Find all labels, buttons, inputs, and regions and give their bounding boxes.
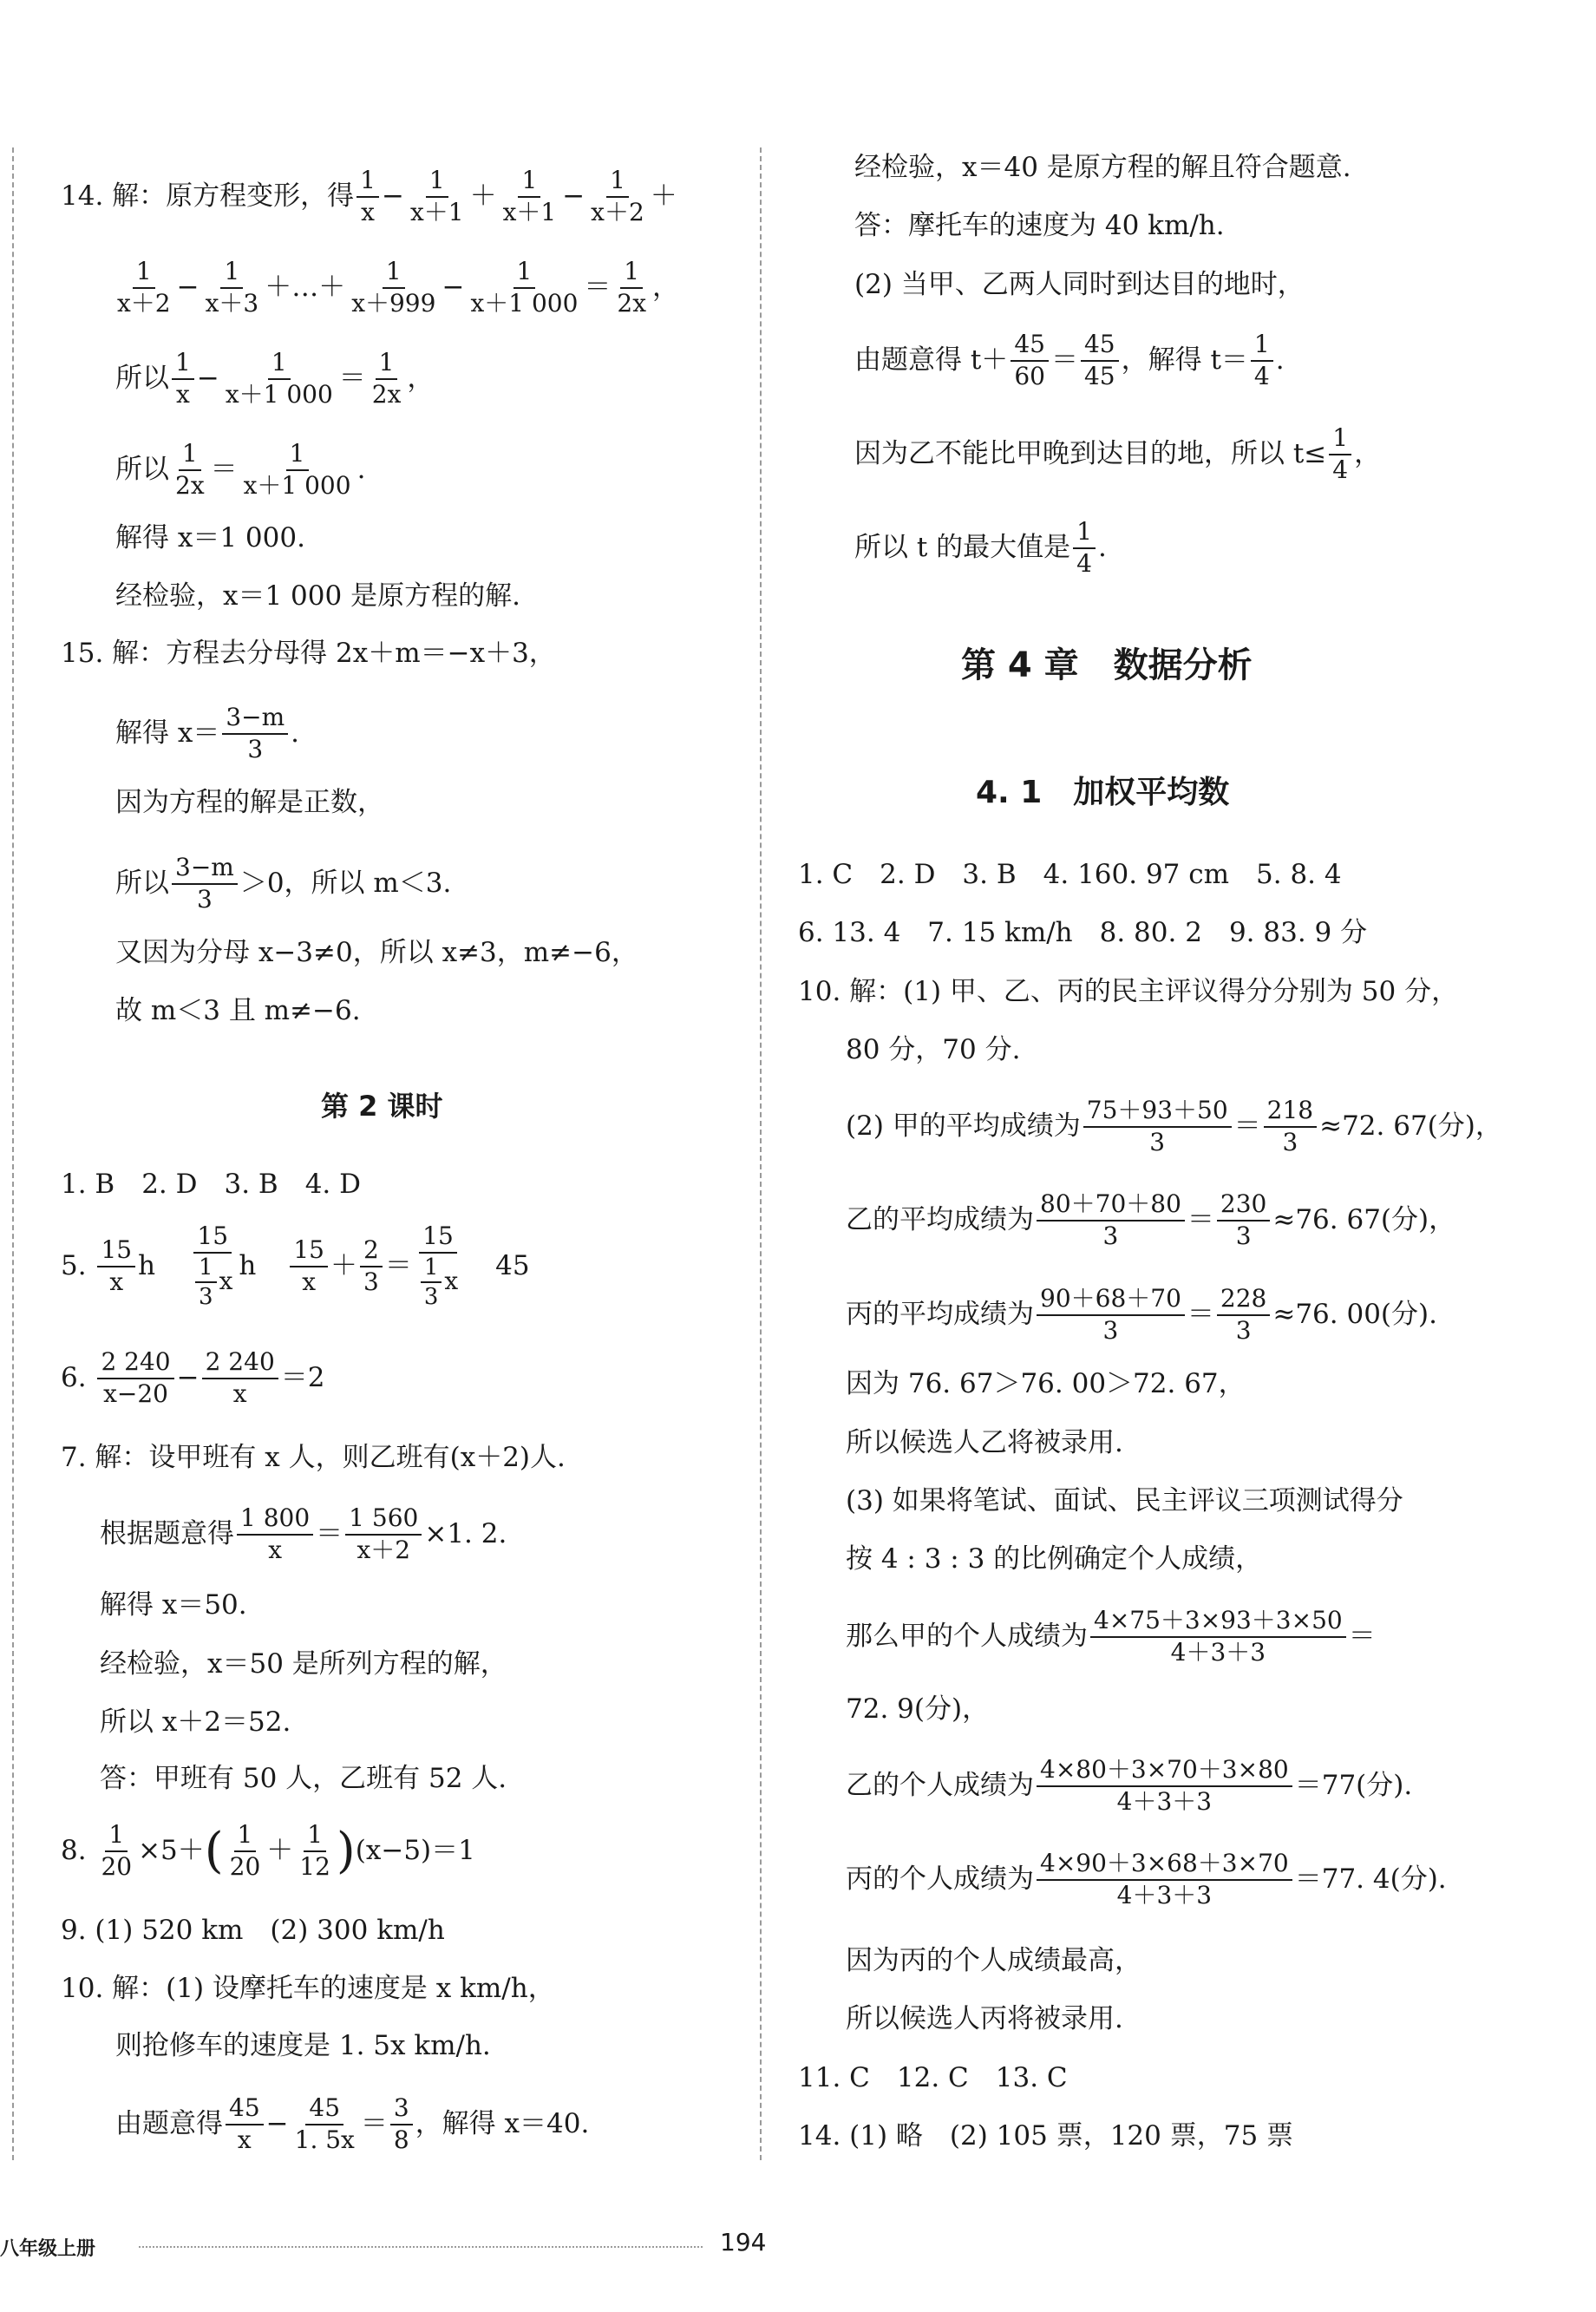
- footer-dotted-rule: [139, 2246, 703, 2248]
- fraction: $\frac{1}{20}$: [229, 1820, 261, 1881]
- q10-line-2: 则抢修车的速度是 1. 5x km/h.: [115, 2030, 491, 2061]
- r-line-4: 由题意得 t＋ $\frac{45}{60}$ ＝ $\frac{45}{45}$ ，解得 t＝ $\frac{1}{4}$ .: [854, 330, 1285, 390]
- fraction: $\frac{90+68+70}{3}$: [1037, 1286, 1185, 1345]
- fraction: $\frac{15}{x}$: [97, 1237, 135, 1296]
- r-q10-line-6: 因为 76. 67＞76. 00＞72. 67，: [846, 1368, 1246, 1399]
- answer-row-11-13: 11. C 12. C 13. C: [798, 2062, 1068, 2093]
- fraction: $\frac{1}{x+1 000}$: [225, 348, 333, 409]
- fraction: 15 $\frac{1}{3}$ x: [189, 1223, 236, 1310]
- q15-line-1: 15. 解：方程去分母得 2x＋m＝−x＋3，: [61, 638, 556, 669]
- r-q10-line-1: 10. 解：(1) 甲、乙、丙的民主评议得分分别为 50 分，: [798, 976, 1459, 1007]
- fraction: $\frac{1}{x+1 000}$: [470, 257, 579, 318]
- fraction: $\frac{1}{2x}$: [371, 348, 402, 409]
- r-q10-line-13: 丙的个人成绩为 $\frac{4\times 90+3\times 68+3\times 70}{4+3+3}$ ＝77. 4(分).: [846, 1849, 1447, 1909]
- r-q10-line-15: 所以候选人丙将被录用.: [846, 2003, 1123, 2034]
- fraction: $\frac{1}{x+1}$: [409, 166, 464, 226]
- q7-line-6: 答：甲班有 50 人，乙班有 52 人.: [100, 1763, 507, 1794]
- fraction: $\frac{45}{60}$: [1011, 331, 1049, 390]
- r-q10-line-7: 所以候选人乙将被录用.: [846, 1427, 1123, 1458]
- answer-row-1-4: 1. B 2. D 3. B 4. D: [61, 1169, 361, 1200]
- q14-line-1: 14. 解：原方程变形，得 $\frac{1}{x}$ − $\frac{1}{x+1}$ ＋ $\frac{1}{x+1}$ − $\frac{1}{x+2}$ ＋: [61, 166, 677, 226]
- fraction: $\frac{1}{x+1 000}$: [243, 439, 351, 500]
- fraction: $\frac{1}{x+2}$: [117, 257, 171, 318]
- fraction: $\frac{1}{4}$: [1251, 331, 1273, 390]
- fraction: $\frac{1}{4}$: [1073, 519, 1096, 578]
- q14-line-2: $\frac{1}{x+2}$ − $\frac{1}{x+3}$ ＋…＋ $\frac{1}{x+999}$ − $\frac{1}{x+1 000}$ ＝ $\frac{1}{2x}$ ，: [111, 259, 679, 318]
- answer-row-14: 14. (1) 略 (2) 105 票，120 票，75 票: [798, 2120, 1294, 2152]
- fraction: $\frac{1}{x}$: [356, 167, 379, 226]
- fraction: $\frac{45}{x}$: [226, 2095, 264, 2154]
- fraction: $\frac{1}{x+3}$: [205, 257, 259, 318]
- q15-line-2: 解得 x＝ $\frac{3-m}{3}$ .: [115, 703, 300, 763]
- q7-line-2: 根据题意得 $\frac{1 800}{x}$ ＝ $\frac{1 560}{x+2}$ ×1. 2.: [100, 1503, 507, 1564]
- fraction: $\frac{230}{3}$: [1217, 1191, 1270, 1250]
- r-line-2: 答：摩托车的速度为 40 km/h.: [854, 210, 1225, 241]
- fraction: $\frac{15}{x}$: [290, 1237, 328, 1296]
- fraction: $\frac{228}{3}$: [1217, 1286, 1270, 1345]
- q14-line-4: 所以 $\frac{1}{2x}$ ＝ $\frac{1}{x+1 000}$ .: [115, 439, 366, 500]
- r-q10-line-8: (3) 如果将笔试、面试、民主评议三项测试得分: [846, 1485, 1403, 1516]
- q10-line-3: 由题意得 $\frac{45}{x}$ − $\frac{45}{1. 5x}$ ＝ $\frac{3}{8}$ ，解得 x＝40.: [115, 2093, 590, 2154]
- fraction: $\frac{80+70+80}{3}$: [1037, 1191, 1185, 1250]
- page-number: 194: [720, 2228, 767, 2256]
- q10-line-1: 10. 解：(1) 设摩托车的速度是 x km/h，: [61, 1973, 555, 2004]
- r-q10-line-2: 80 分，70 分.: [846, 1034, 1021, 1065]
- q7-line-1: 7. 解：设甲班有 x 人，则乙班有(x＋2)人.: [61, 1442, 566, 1473]
- fraction: $\frac{2}{3}$: [360, 1237, 383, 1296]
- fraction: $\frac{1}{4}$: [1329, 425, 1351, 484]
- r-q10-line-10: 那么甲的个人成绩为 $\frac{4\times 75+3\times 93+3\times 50}{4+3+3}$ ＝: [846, 1606, 1376, 1667]
- q14-line-5: 解得 x＝1 000.: [115, 522, 305, 553]
- fraction: $\frac{1}{12}$: [299, 1820, 330, 1881]
- r-q10-line-9: 按 4 : 3 : 3 的比例确定个人成绩，: [846, 1543, 1263, 1575]
- binding-dashed-line: [12, 147, 14, 2160]
- q7-line-5: 所以 x＋2＝52.: [100, 1706, 291, 1738]
- fraction: $\frac{1}{20}$: [101, 1820, 133, 1881]
- r-q10-line-3: (2) 甲的平均成绩为 $\frac{75+93+50}{3}$ ＝ $\frac{218}{3}$ ≈72. 67(分)，: [846, 1096, 1502, 1156]
- q14-line-3: 所以 $\frac{1}{x}$ − $\frac{1}{x+1 000}$ ＝ $\frac{1}{2x}$ ，: [115, 348, 435, 409]
- lesson-title: 第 2 课时: [321, 1090, 443, 1123]
- fraction: $\frac{1 560}{x+2}$: [345, 1505, 422, 1564]
- fraction: $\frac{75+93+50}{3}$: [1083, 1097, 1232, 1156]
- r-line-6: 所以 t 的最大值是 $\frac{1}{4}$ .: [854, 517, 1107, 578]
- r-line-3: (2) 当甲、乙两人同时到达目的地时，: [854, 269, 1305, 300]
- r-q10-line-12: 乙的个人成绩为 $\frac{4\times 80+3\times 70+3\times 80}{4+3+3}$ ＝77(分).: [846, 1755, 1413, 1816]
- fraction: $\frac{2 240}{x-20}$: [97, 1349, 173, 1408]
- fraction: 15 $\frac{1}{3}$ x: [415, 1223, 461, 1310]
- q6-line: 6. $\frac{2 240}{x-20}$ − $\frac{2 240}{x}$ ＝2: [61, 1347, 325, 1408]
- r-line-1: 经检验，x＝40 是原方程的解且符合题意.: [854, 152, 1351, 183]
- q15-line-4: 所以 $\frac{3-m}{3}$ ＞0，所以 m＜3.: [115, 853, 452, 914]
- fraction: $\frac{3-m}{3}$: [172, 855, 238, 914]
- fraction: $\frac{218}{3}$: [1264, 1097, 1317, 1156]
- q5-line: 5. $\frac{15}{x}$ h 15 $\frac{1}{3}$ x h $\frac{15}{x}$ ＋ $\frac{2}{3}$ ＝ 15 $\frac{1}{3}$ x 45: [61, 1221, 530, 1311]
- q15-line-5: 又因为分母 x−3≠0，所以 x≠3，m≠−6，: [115, 937, 638, 968]
- fraction: $\frac{45}{1. 5x}$: [294, 2093, 355, 2154]
- q7-line-4: 经检验，x＝50 是所列方程的解，: [100, 1648, 507, 1680]
- chapter-title: 第 4 章 数据分析: [961, 645, 1253, 685]
- fraction: $\frac{45}{45}$: [1081, 331, 1119, 390]
- q15-line-6: 故 m＜3 且 m≠−6.: [115, 995, 361, 1026]
- fraction: $\frac{1}{2x}$: [175, 439, 205, 500]
- fraction: $\frac{4\times 75+3\times 93+3\times 50}{4+3+3}$: [1090, 1608, 1346, 1667]
- q14-line-6: 经检验，x＝1 000 是原方程的解.: [115, 580, 520, 612]
- fraction: $\frac{4\times 80+3\times 70+3\times 80}{4+3+3}$: [1037, 1757, 1292, 1816]
- grade-label: 八年级上册: [0, 2238, 96, 2260]
- fraction: $\frac{1}{x}$: [172, 350, 194, 409]
- answer-row-6-9: 6. 13. 4 7. 15 km/h 8. 80. 2 9. 83. 9 分: [798, 917, 1368, 948]
- fraction: $\frac{3-m}{3}$: [222, 704, 288, 763]
- q15-line-3: 因为方程的解是正数，: [115, 787, 384, 818]
- fraction: $\frac{1}{2x}$: [617, 257, 646, 318]
- q9-line: 9. (1) 520 km (2) 300 km/h: [61, 1915, 445, 1946]
- q8-line: 8. $\frac{1}{20}$ ×5＋ ( $\frac{1}{20}$ ＋ $\frac{1}{12}$ ) (x−5)＝1: [61, 1820, 475, 1881]
- column-divider: [760, 147, 762, 2160]
- fraction: $\frac{4\times 90+3\times 68+3\times 70}{4+3+3}$: [1037, 1850, 1292, 1909]
- q7-line-3: 解得 x＝50.: [100, 1589, 247, 1621]
- fraction: $\frac{1 800}{x}$: [237, 1505, 313, 1564]
- section-title: 4. 1 加权平均数: [976, 775, 1230, 810]
- r-q10-line-4: 乙的平均成绩为 $\frac{80+70+80}{3}$ ＝ $\frac{230}{3}$ ≈76. 67(分)，: [846, 1189, 1456, 1250]
- fraction: $\frac{1}{x+999}$: [351, 257, 436, 318]
- r-q10-line-5: 丙的平均成绩为 $\frac{90+68+70}{3}$ ＝ $\frac{228}{3}$ ≈76. 00(分).: [846, 1284, 1437, 1345]
- fraction: $\frac{3}{8}$: [390, 2095, 413, 2154]
- answer-row-1-5: 1. C 2. D 3. B 4. 160. 97 cm 5. 8. 4: [798, 859, 1342, 890]
- fraction: $\frac{1}{x+2}$: [591, 166, 644, 226]
- r-line-5: 因为乙不能比甲晚到达目的地，所以 t≤ $\frac{1}{4}$ ，: [854, 423, 1382, 484]
- r-q10-line-11: 72. 9(分)，: [846, 1693, 990, 1725]
- fraction: $\frac{2 240}{x}$: [202, 1349, 278, 1408]
- r-q10-line-14: 因为丙的个人成绩最高，: [846, 1945, 1141, 1976]
- fraction: $\frac{1}{x+1}$: [502, 166, 557, 226]
